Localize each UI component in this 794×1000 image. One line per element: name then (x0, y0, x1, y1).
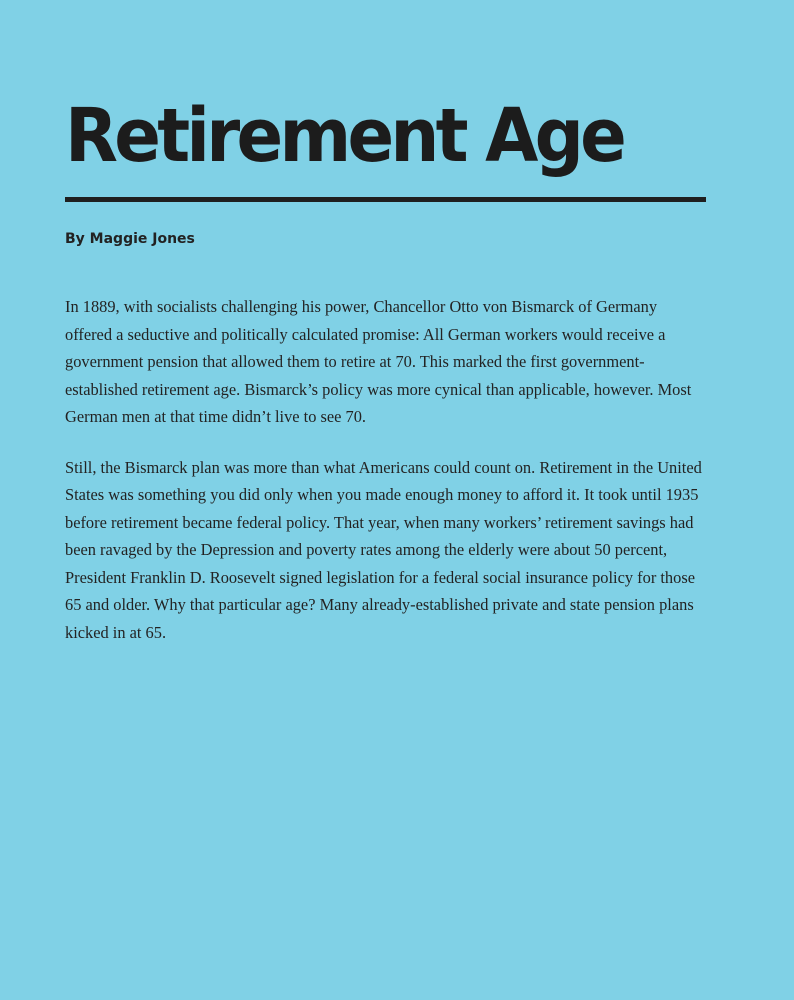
title-divider (65, 197, 706, 202)
article-body (65, 293, 707, 646)
article (65, 0, 707, 669)
paragraph-1: In 1889, with socialists challenging his power, Chancellor Otto von Bismarck of Germany offered a seductive and politically calculated promise: All German workers would receive a government pension that allowed them to retire at 70. This marked the first government-established retirement age. Bismarck’s policy was more cynical than applicable, however. Most German men at that time didn’t live to see 70. (65, 297, 692, 426)
byline: By Maggie Jones (65, 231, 195, 247)
paragraph-2: Still, the Bismarck plan was more than what Americans could count on. Retirement in the United States was something you did only when you made enough money to afford it. It took until 1935 before retirement became federal policy. That year, when many workers’ retirement savings had been ravaged by the Depression and poverty rates among the elderly were about 50 percent, President Franklin D. Roosevelt signed legislation for a federal social insurance policy for those 65 and older. Why that particular age? Many already-established private and state pension plans kicked in at 65. (65, 457, 702, 642)
article-title: Retirement Age (65, 93, 624, 179)
